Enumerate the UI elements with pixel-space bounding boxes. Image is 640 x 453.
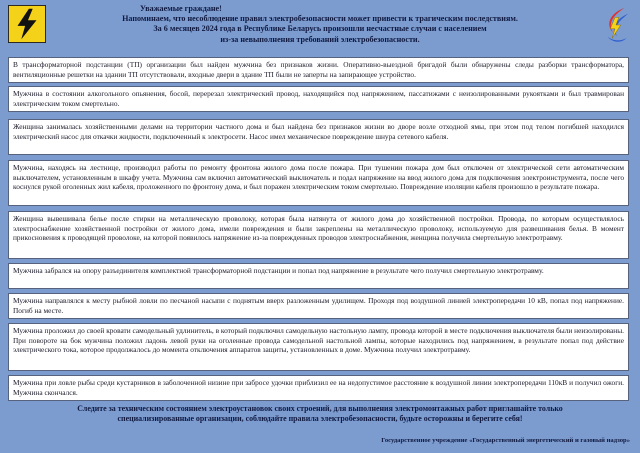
high-voltage-warning-icon (8, 5, 46, 43)
case-text: Мужчина забрался на опору разъединителя комплектной трансформаторной подстанции и попал под напряжение в результате чего получил смертельную электротравму. (13, 266, 544, 275)
footer (8, 404, 632, 424)
footer-line-2: специализированные организации, соблюдайте правила электробезопасности, будьте осторожны и берегите себя! (117, 414, 523, 424)
footer-signature: Государственное учреждение «Государственный энергетический и газовый надзор» (381, 437, 630, 444)
footer-line-1: Следите за техническим состоянием электроустановок своих строений, для выполнения электромонтажных работ приглашайте только (77, 404, 563, 413)
case-block-8 (8, 323, 629, 371)
case-text: Мужчина в состоянии алкогольного опьянения, босой, перерезал электрический провод, находящийся под напряжением, пассатижами с неизолированными рукоятками и был травмирован электрическим током смертельно. (13, 89, 624, 108)
case-text: Мужчина направлялся к месту рыбной ловли по песчаной насыпи с поднятым вверх разложенным удилищем. Проходя под воздушной линией электропередачи 10 кВ, попал под напряжение. Погиб на месте. (13, 296, 624, 315)
case-block-5 (8, 211, 629, 259)
case-block-6 (8, 263, 629, 289)
case-text: Мужчина проложил до своей кровати самодельный удлинитель, в который подключил самодельную настольную лампу, провода которой в месте подключения выключателя были неизолированы. При повороте на бок мужчина положил ладонь левой руки на оголенные провода самодельной настольной лампы, которые находились под напряжением, в результате попал под действие электрического тока, которое продолжалось до момента отключения аппаратов защиты, установленных в доме. Мужчина получил электротравму. (13, 326, 624, 355)
case-block-9 (8, 375, 629, 401)
case-text: Мужчина, находясь на лестнице, производил работы по ремонту фронтона жилого дома после пожара. При тушении пожара дом был отключен от электрической сети автоматическим выключателем, установленным в шкафу учета. Мужчина сам включил автоматический выключатель и подал напряжение на ввод жилого дома для подключения электроинструмента, после чего коснулся рукой оголенных жил кабеля, проложенного по фронтону дома, и был поражен электрическим током смертельно. Повреждение изоляции кабеля произошло в результате пожара. (13, 163, 624, 192)
case-text: Мужчина при ловле рыбы среди кустарников в заболоченной низине при забросе удочки приблизил ее на недопустимое расстояние к воздушной линии электропередачи 110кВ и получил ожоги. Мужчина скончался. (13, 378, 624, 397)
case-block-4 (8, 160, 629, 206)
header-line-2: За 6 месяцев 2024 года в Республике Беларусь произошли несчастные случаи с населением (153, 24, 487, 34)
case-text: В трансформаторной подстанции (ТП) организации был найден мужчина без признаков жизни. Оперативно-выездной бригадой были обнаружены следы разборки трансформатора, вентиляционные решетки на здании ТП отсутствовали, входные двери в здание ТП были не заперты на запирающее устройство. (13, 60, 624, 79)
case-text: Женщина занималась хозяйственными делами на территории частного дома и был найдена без признаков жизни во дворе возле отходной ямы, при этом под телом погибшей находился электрический насос для откачки жидкости, подключенный к электросети. Насос имел механическое повреждение шнура сетевого кабеля. (13, 122, 624, 141)
header-line-3: из-за невыполнения требований электробезопасности. (220, 34, 420, 44)
case-block-7 (8, 293, 629, 319)
greeting: Уважаемые граждане! (140, 4, 222, 13)
case-text: Женщина вывешивала белье после стирки на металлическую проволоку, которая была натянута от жилого дома до хозяйственной постройки. Провода, по которым осуществлялось электроснабжение хозяйственной постройки от жилого дома, имели повреждения и были закреплены на металлическую проволоку, используемую для развешивания белья. В момент прикосновения к проводящей проволоке, на которой появилось напряжение из-за поврежденных проводов электроснабжения, женщина получила смертельную электротравму. (13, 214, 624, 243)
energy-supervision-emblem-icon (596, 4, 634, 46)
header-line-1: Напоминаем, что несоблюдение правил электробезопасности может привести к трагическим последствиям. (122, 14, 518, 24)
case-block-3 (8, 119, 629, 155)
header (48, 4, 592, 54)
case-block-2 (8, 86, 629, 112)
case-block-1 (8, 57, 629, 83)
